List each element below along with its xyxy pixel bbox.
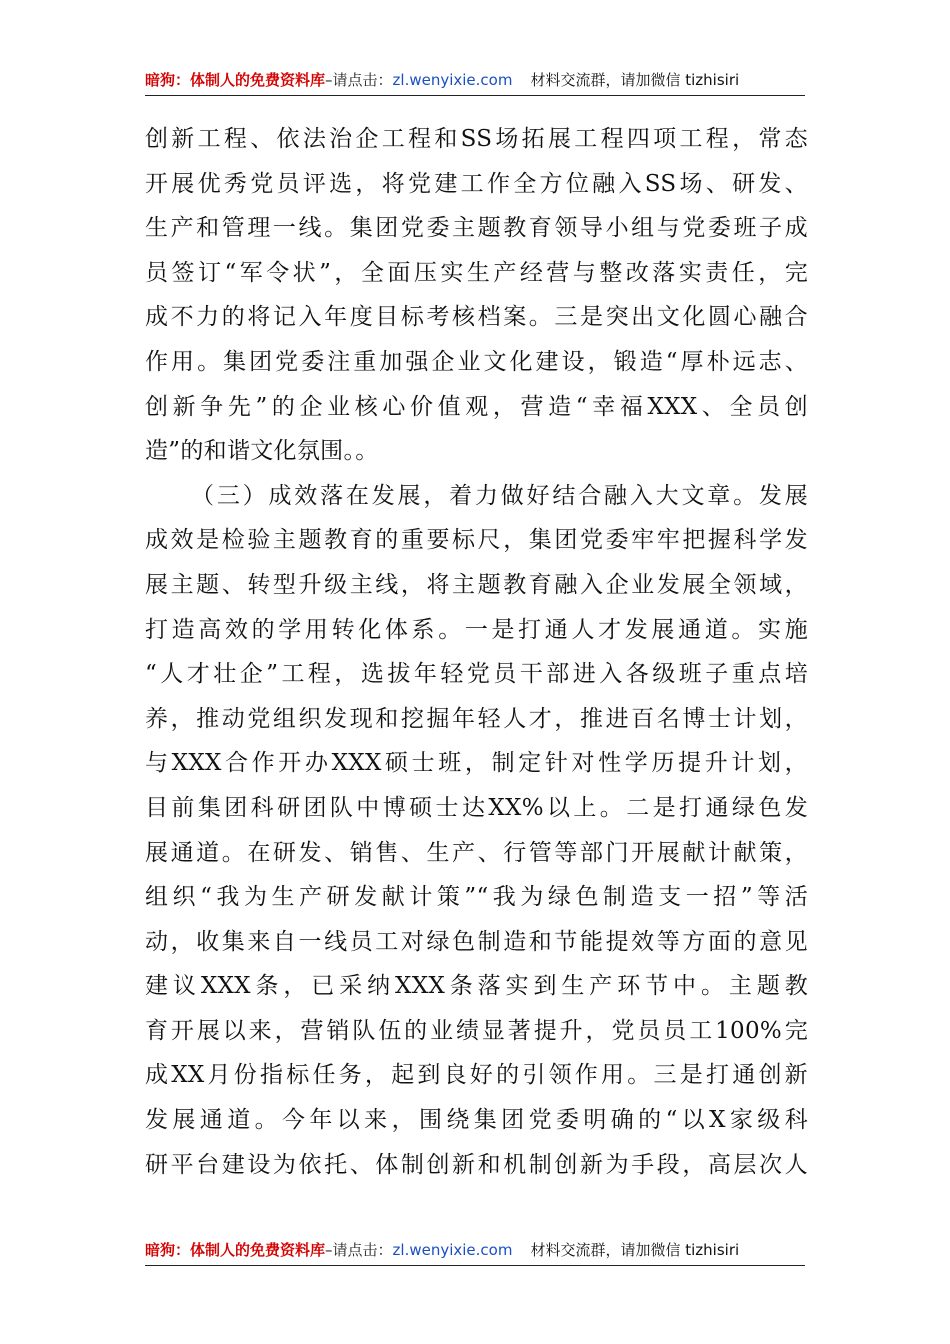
body-line: 目前集团科研团队中博硕士达XX%以上。二是打通绿色发: [145, 794, 808, 821]
body-line: 养，推动党组织发现和挖掘年轻人才，推进百名博士计划，: [145, 705, 808, 732]
body-line: 建议XXX条，已采纳XXX条落实到生产环节中。主题教: [145, 973, 808, 1000]
body-line: 成效是检验主题教育的重要标尺，集团党委牢牢把握科学发: [145, 527, 808, 554]
body-line: 生产和管理一线。集团党委主题教育领导小组与党委班子成: [145, 215, 808, 242]
document-body: [145, 117, 808, 1187]
body-line: 打造高效的学用转化体系。一是打通人才发展通道。实施: [145, 616, 808, 643]
header-contact: 材料交流群，请加微信 tizhisiri: [530, 71, 740, 89]
footer-brand: 暗狗：体制人的免费资料库: [145, 1241, 326, 1259]
body-line: 开展优秀党员评选，将党建工作全方位融入SS场、研发、: [145, 170, 808, 197]
body-line: 研平台建设为依托、体制创新和机制创新为手段，高层次人: [145, 1151, 808, 1178]
body-line: 组织“我为生产研发献计策”“我为绿色制造支一招”等活: [145, 884, 808, 911]
body-line: 展通道。在研发、销售、生产、行管等部门开展献计献策，: [145, 839, 808, 866]
body-line: 成XX月份指标任务，起到良好的引领作用。三是打通创新: [145, 1062, 808, 1089]
body-line: 成不力的将记入年度目标考核档案。三是突出文化圆心融合: [145, 304, 808, 331]
body-line: 创新争先”的企业核心价值观，营造“幸福XXX、全员创: [145, 393, 808, 420]
footer-divider: [145, 1265, 805, 1266]
body-line: 员签订“军令状”，全面压实生产经营与整改落实责任，完: [145, 259, 808, 286]
body-line: 作用。集团党委注重加强企业文化建设，锻造“厚朴远志、: [145, 348, 808, 375]
body-line: 发展通道。今年以来，围绕集团党委明确的“以X家级科: [145, 1107, 808, 1134]
footer-url-link[interactable]: zl.wenyixie.com: [392, 1241, 513, 1259]
body-line: 创新工程、依法治企工程和SS场拓展工程四项工程，常态: [145, 126, 808, 152]
body-line: 与XXX合作开办XXX硕士班，制定针对性学历提升计划，: [145, 750, 808, 777]
page-header: [145, 70, 805, 90]
body-line: 育开展以来，营销队伍的业绩显著提升，党员员工100%完: [145, 1017, 808, 1044]
header-url-link[interactable]: zl.wenyixie.com: [392, 71, 513, 89]
header-brand: 暗狗：体制人的免费资料库: [145, 71, 326, 89]
body-line: 动，收集来自一线员工对绿色制造和节能提效等方面的意见: [145, 928, 808, 955]
body-line: 造”的和谐文化氛围。。: [145, 438, 379, 465]
header-click-label: –请点击：: [325, 71, 393, 89]
body-line: “人才壮企”工程，选拔年轻党员干部进入各级班子重点培: [145, 661, 808, 688]
footer-click-label: –请点击：: [325, 1241, 393, 1259]
body-line: 展主题、转型升级主线，将主题教育融入企业发展全领域，: [145, 571, 808, 598]
paragraph-heading-line: （三）成效落在发展，着力做好结合融入大文章。发展: [191, 482, 808, 509]
header-divider: [145, 95, 805, 96]
footer-contact: 材料交流群，请加微信 tizhisiri: [530, 1241, 740, 1259]
page-footer: [145, 1240, 805, 1260]
